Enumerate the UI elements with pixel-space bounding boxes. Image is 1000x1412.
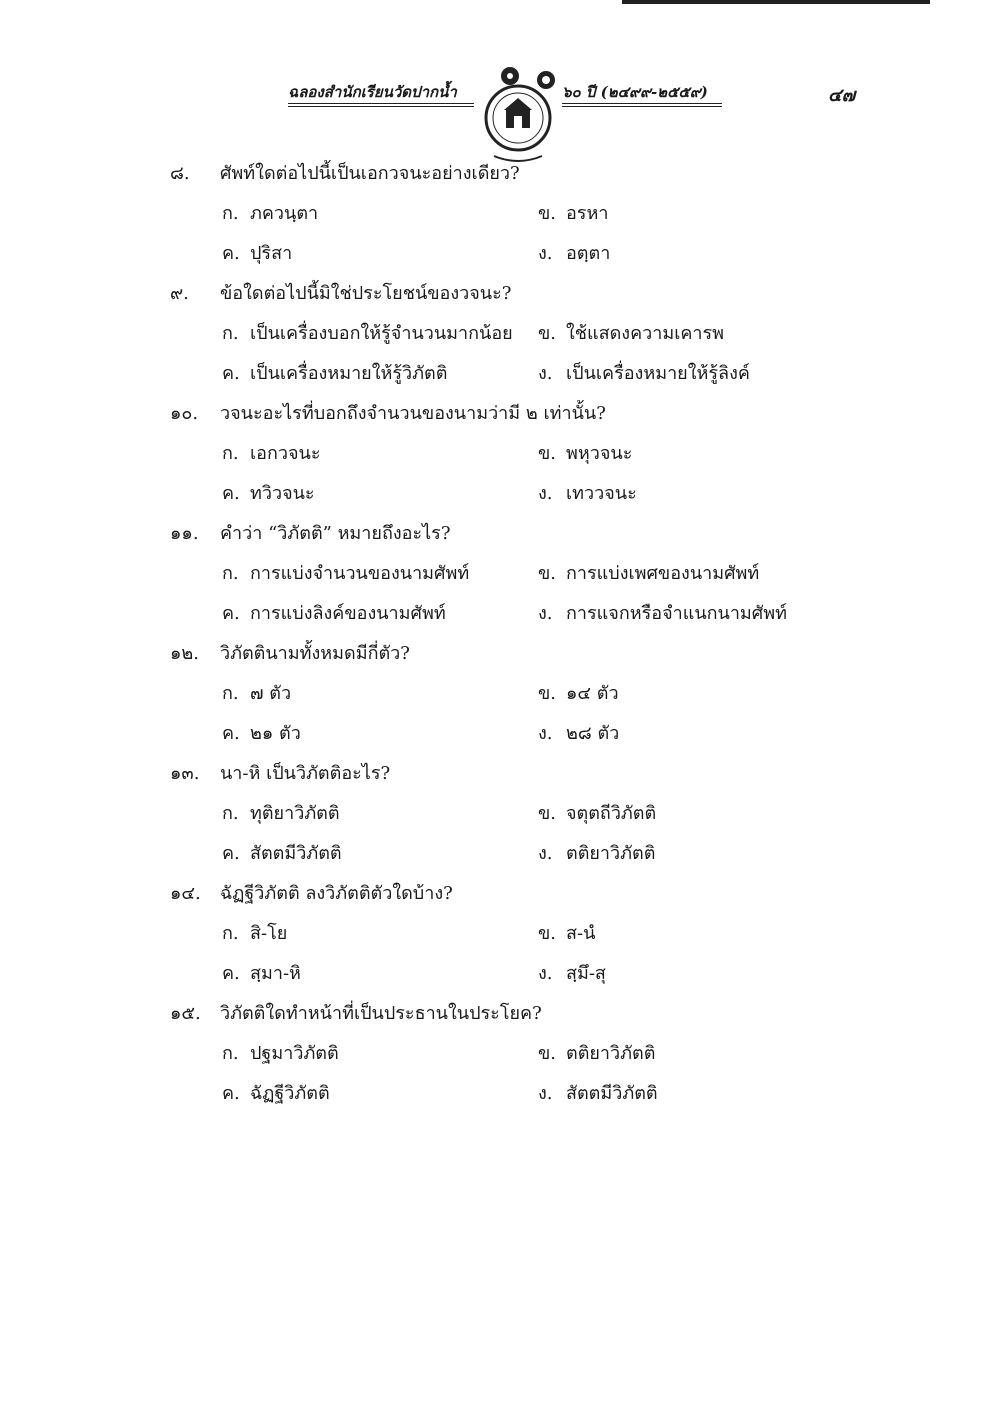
option-letter: ง. [538,963,553,984]
option [538,798,656,827]
option-letter: ก. [222,563,239,584]
option [222,438,321,467]
option [538,438,632,467]
option [538,318,724,347]
option-text: เทววจนะ [566,483,637,504]
option [538,598,787,627]
question-text: วจนะอะไรที่บอกถึงจำนวนของนามว่ามี ๒ เท่านั้น? [220,403,606,424]
option-letter: ง. [538,483,553,504]
option-text: ตติยาวิภัตติ [566,1043,656,1064]
option [222,678,291,707]
option-letter: ข. [538,1043,557,1064]
option-letter: ค. [222,243,240,264]
option [222,718,301,747]
option [222,958,301,987]
option-letter: ง. [538,843,553,864]
option-letter: ง. [538,363,553,384]
question-12 [170,638,410,667]
option-letter: ก. [222,323,239,344]
option-letter: ค. [222,363,240,384]
option [222,358,447,387]
question-text: นา-หิ เป็นวิภัตติอะไร? [220,763,391,784]
option [222,1038,339,1067]
option-text: จตุตถีวิภัตติ [566,803,657,824]
option [222,478,315,507]
option-text: การแบ่งลิงค์ของนามศัพท์ [250,603,446,624]
option-text: ฉัฏฐีวิภัตติ [250,1083,330,1104]
option [222,798,340,827]
option-text: ตติยาวิภัตติ [566,843,656,864]
question-number: ๑๒. [170,643,200,664]
option-text: ส-นํ [566,923,596,944]
option-letter: ง. [538,723,553,744]
option-letter: ข. [538,563,557,584]
option-text: เป็นเครื่องบอกให้รู้จำนวนมากน้อย [250,323,513,344]
option [538,678,619,707]
header-right-title: ๖๐ ปี (๒๔๙๙-๒๕๕๙) [562,83,708,101]
option-letter: ค. [222,603,240,624]
option-letter: ข. [538,923,557,944]
question-text: คำว่า “วิภัตติ” หมายถึงอะไร? [220,523,451,544]
option-letter: ข. [538,203,557,224]
option-letter: ก. [222,203,239,224]
option-letter: ก. [222,1043,239,1064]
option-text: ภควนฺตา [250,203,319,224]
question-text: ข้อใดต่อไปนี้มิใช่ประโยชน์ของวจนะ? [220,283,512,304]
option [538,958,606,987]
question-text: ฉัฏฐีวิภัตติ ลงวิภัตติตัวใดบ้าง? [220,883,453,904]
option-text: เป็นเครื่องหมายให้รู้วิภัตติ [250,363,448,384]
option-text: ๑๔ ตัว [566,683,619,704]
question-11 [170,518,450,547]
option-letter: ง. [538,1083,553,1104]
option-text: เอกวจนะ [250,443,321,464]
option-text: พหุวจนะ [566,443,633,464]
option [538,358,750,387]
option-text: ๒๑ ตัว [250,723,301,744]
question-10 [170,398,606,427]
option-text: ๒๘ ตัว [566,723,620,744]
option [538,718,619,747]
question-number: ๑๑. [170,523,199,544]
option-letter: ค. [222,963,240,984]
top-rule [622,0,930,4]
option [222,238,292,267]
option-letter: ค. [222,1083,240,1104]
option-text: สัตตมีวิภัตติ [566,1083,658,1104]
option-text: การแจกหรือจำแนกนามศัพท์ [566,603,787,624]
option-letter: ข. [538,443,557,464]
question-8 [170,158,520,187]
option-text: สิ-โย [250,923,288,944]
option-text: ทุติยาวิภัตติ [250,803,340,824]
question-9 [170,278,511,307]
question-number: ๙. [170,283,189,304]
option [538,558,759,587]
option-text: ๗ ตัว [250,683,292,704]
option [538,198,608,227]
question-15 [170,998,542,1027]
option-text: อตฺตา [566,243,611,264]
header-left-title: ฉลองสำนักเรียนวัดปากน้ำ [288,83,457,101]
question-number: ๑๔. [170,883,201,904]
option-text: สัตตมีวิภัตติ [250,843,342,864]
option [538,838,655,867]
option-letter: ค. [222,723,240,744]
option-text: ปฐมาวิภัตติ [250,1043,339,1064]
header-left-underline [288,103,474,107]
option [222,838,342,867]
temple-seal-emblem [472,60,564,170]
option-letter: ง. [538,603,553,624]
option-letter: ง. [538,243,553,264]
option [222,1078,330,1107]
option-letter: ก. [222,923,239,944]
option-text: ใช้แสดงความเคารพ [566,323,725,344]
option [222,198,318,227]
option-text: สฺมา-หิ [250,963,301,984]
option-text: ปุริสา [250,243,293,264]
option [538,1078,658,1107]
option-text: อรหา [566,203,609,224]
question-number: ๑๕. [170,1003,201,1024]
option [538,1038,655,1067]
option [222,598,446,627]
option-letter: ก. [222,683,239,704]
option-text: การแบ่งจำนวนของนามศัพท์ [250,563,470,584]
question-13 [170,758,390,787]
page-header [0,40,1000,140]
option-text: สฺมึ-สุ [566,963,606,984]
option-letter: ค. [222,843,240,864]
option-letter: ก. [222,803,239,824]
page-number: ๔๗ [828,85,856,106]
question-number: ๑๓. [170,763,200,784]
option-letter: ข. [538,683,557,704]
option [222,558,469,587]
option [538,238,610,267]
option [538,478,637,507]
question-number: ๘. [170,163,190,184]
option-letter: ข. [538,803,557,824]
header-right-underline [562,103,722,107]
question-text: ศัพท์ใดต่อไปนี้เป็นเอกวจนะอย่างเดียว? [220,163,520,184]
option-text: ทวิวจนะ [250,483,315,504]
question-number: ๑๐. [170,403,199,424]
option-text: เป็นเครื่องหมายให้รู้ลิงค์ [566,363,750,384]
option [538,918,595,947]
option [222,918,287,947]
option-letter: ก. [222,443,239,464]
question-14 [170,878,453,907]
option-letter: ค. [222,483,240,504]
option [222,318,513,347]
question-text: วิภัตตินามทั้งหมดมีกี่ตัว? [220,643,410,664]
option-text: การแบ่งเพศของนามศัพท์ [566,563,760,584]
question-text: วิภัตติใดทำหน้าที่เป็นประธานในประโยค? [220,1003,542,1024]
option-letter: ข. [538,323,557,344]
